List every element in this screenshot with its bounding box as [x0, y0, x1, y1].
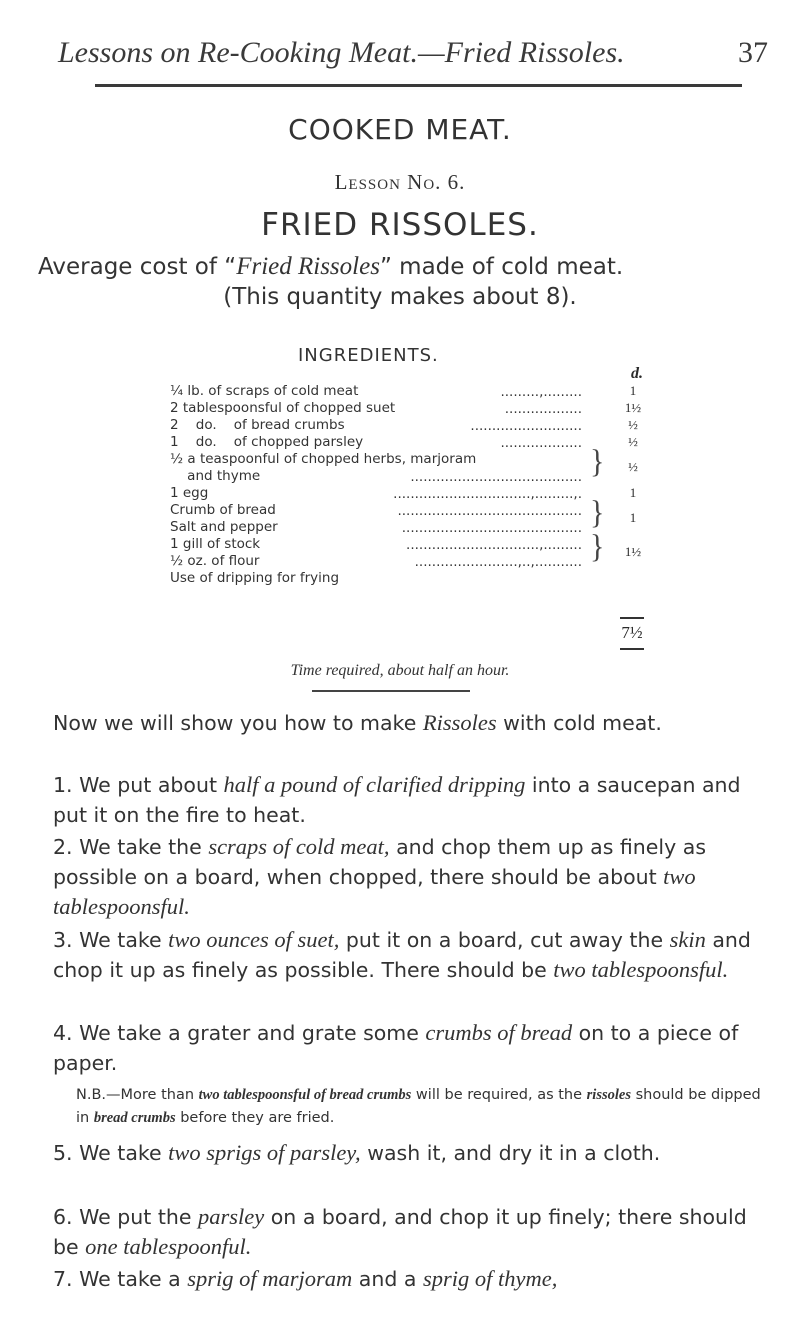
step-number: 5. [53, 1141, 73, 1165]
ingredient-price: 1½ [624, 544, 642, 559]
step-number: 2. [53, 835, 73, 859]
pence-column-heading: d. [631, 365, 643, 382]
ingredient-row [170, 468, 582, 485]
text: N.B.—More than [76, 1087, 199, 1103]
ingredient-text: 1 gill of stock [170, 536, 261, 552]
ingredient-text: Salt and pepper [170, 519, 278, 535]
sum-rule-bottom [620, 648, 644, 650]
leader-dots: .................. [504, 401, 582, 417]
page-number: 37 [738, 36, 768, 69]
ingredient-text: 1 do. of chopped parsley [170, 434, 364, 450]
emphasis: Rissoles [422, 710, 497, 735]
running-head-title: Lessons on Re-Cooking Meat.—Fried Rissoles. [58, 36, 625, 69]
nb-note [76, 1084, 776, 1130]
text: We take a grater and grate some [72, 1021, 426, 1045]
leader-dots: .........,......... [500, 384, 582, 400]
ingredient-text: 1 egg [170, 485, 209, 501]
emphasis: two tablespoonsful of bread crumbs [198, 1087, 412, 1103]
leader-dots: ...............................,......... [406, 537, 582, 553]
text: Now we will show you how to make [53, 711, 423, 735]
ingredient-row [170, 553, 582, 570]
text: wash it, and dry it in a cloth. [360, 1141, 661, 1165]
cost-line-text: Average cost of “ [38, 254, 237, 280]
brace: } [590, 494, 605, 531]
ingredient-text: Crumb of bread [170, 502, 276, 518]
step-number: 3. [53, 928, 73, 952]
ingredient-row [170, 451, 582, 468]
ingredient-text: ¼ lb. of scraps of cold meat [170, 383, 359, 399]
ingredient-row [170, 383, 582, 400]
ingredient-price: ½ [628, 417, 638, 432]
total-cost: 7½ [621, 623, 643, 642]
text: on a board, and chop it up finely; there should be [53, 1205, 747, 1259]
ingredient-row [170, 502, 582, 519]
step-number: 4. [53, 1021, 73, 1045]
emphasis: bread crumbs [93, 1110, 176, 1126]
leader-dots: .......................... [470, 418, 582, 434]
leader-dots: ................................,.........,. [393, 486, 582, 502]
step-paragraph [53, 1202, 765, 1262]
ingredient-price: 1½ [624, 400, 642, 415]
ingredient-row [170, 519, 582, 536]
brace: } [590, 528, 605, 565]
text: We put about [72, 773, 224, 797]
emphasis: rissoles [586, 1087, 631, 1103]
quantity-note: (This quantity makes about 8). [223, 284, 577, 310]
step-number: 7. [53, 1267, 73, 1291]
emphasis: sprig of thyme, [422, 1266, 558, 1291]
text: before they are fried. [175, 1110, 335, 1126]
recipe-title: FRIED RISSOLES. [261, 207, 539, 243]
emphasis: one tablespoonful. [85, 1234, 252, 1259]
cost-line-text-end: ” made of cold meat. [379, 254, 624, 280]
ingredient-row [170, 400, 582, 417]
text: We take the [72, 835, 209, 859]
emphasis: parsley [198, 1204, 265, 1229]
ingredient-row [170, 434, 582, 451]
leader-dots: .......................................... [401, 520, 582, 536]
ingredient-text: 2 tablespoonsful of chopped suet [170, 400, 396, 416]
ingredient-price: 1 [629, 485, 637, 500]
leader-dots: ........................................... [397, 503, 582, 519]
ingredients-heading: INGREDIENTS. [298, 345, 439, 366]
ingredient-price: 1 [629, 383, 637, 398]
ingredient-row [170, 417, 582, 434]
text: We take [72, 1141, 169, 1165]
emphasis: crumbs of bread [425, 1020, 573, 1045]
emphasis: two tablespoonsful. [53, 864, 696, 919]
step-paragraph [53, 770, 765, 830]
section-rule [312, 690, 470, 692]
step-paragraph [53, 1138, 765, 1168]
text: put it on a board, cut away the [339, 928, 670, 952]
ingredient-text: ½ oz. of flour [170, 553, 260, 569]
text: We take a [72, 1267, 188, 1291]
brace: } [590, 443, 605, 480]
step-paragraph [53, 832, 765, 922]
text: with cold meat. [496, 711, 662, 735]
emphasis: two ounces of suet, [168, 927, 340, 952]
text: will be required, as the [411, 1087, 587, 1103]
running-head [58, 30, 768, 76]
ingredient-text: and thyme [170, 468, 261, 484]
ingredient-price: 1 [629, 510, 637, 525]
step-number: 1. [53, 773, 73, 797]
emphasis: two tablespoonsful. [553, 957, 729, 982]
leader-dots: ........................................ [410, 469, 582, 485]
emphasis: half a pound of clarified dripping [223, 772, 526, 797]
emphasis: scraps of cold meat, [208, 834, 390, 859]
ingredient-row [170, 485, 582, 502]
text: on to a piece of paper. [53, 1021, 739, 1075]
leader-dots: ........................,..,........... [414, 554, 582, 570]
time-note: Time required, about half an hour. [290, 662, 510, 679]
cost-line [38, 253, 623, 281]
ingredient-text: Use of dripping for frying [170, 570, 340, 586]
header-rule [95, 84, 742, 87]
text: We put the [72, 1205, 198, 1229]
text: and chop them up as finely as possible on a board, when chopped, there should be about [53, 835, 706, 889]
ingredient-row [170, 570, 582, 587]
emphasis: two sprigs of parsley, [168, 1140, 361, 1165]
emphasis: skin [669, 927, 706, 952]
step-number: 6. [53, 1205, 73, 1229]
text: into a saucepan and put it on the fire to heat. [53, 773, 741, 827]
text: and a [352, 1267, 423, 1291]
section-title: COOKED MEAT. [288, 113, 512, 146]
ingredient-row [170, 536, 582, 553]
step-paragraph [53, 925, 765, 985]
text: and chop it up as finely as possible. There should be [53, 928, 751, 982]
text: should be dipped in [76, 1087, 761, 1126]
ingredient-price: ½ [628, 434, 638, 449]
cost-line-dish: Fried Rissoles [236, 253, 380, 280]
ingredient-price: ½ [628, 459, 638, 474]
step-paragraph [53, 1264, 765, 1294]
sum-rule-top [620, 617, 644, 619]
ingredient-text: ½ a teaspoonful of chopped herbs, marjoram [170, 451, 477, 467]
intro-paragraph [53, 708, 765, 738]
lesson-label: Lesson No. 6. [334, 170, 466, 194]
text: We take [72, 928, 169, 952]
leader-dots: ................... [500, 435, 582, 451]
ingredient-text: 2 do. of bread crumbs [170, 417, 345, 433]
emphasis: sprig of marjoram [187, 1266, 353, 1291]
step-paragraph [53, 1018, 765, 1078]
